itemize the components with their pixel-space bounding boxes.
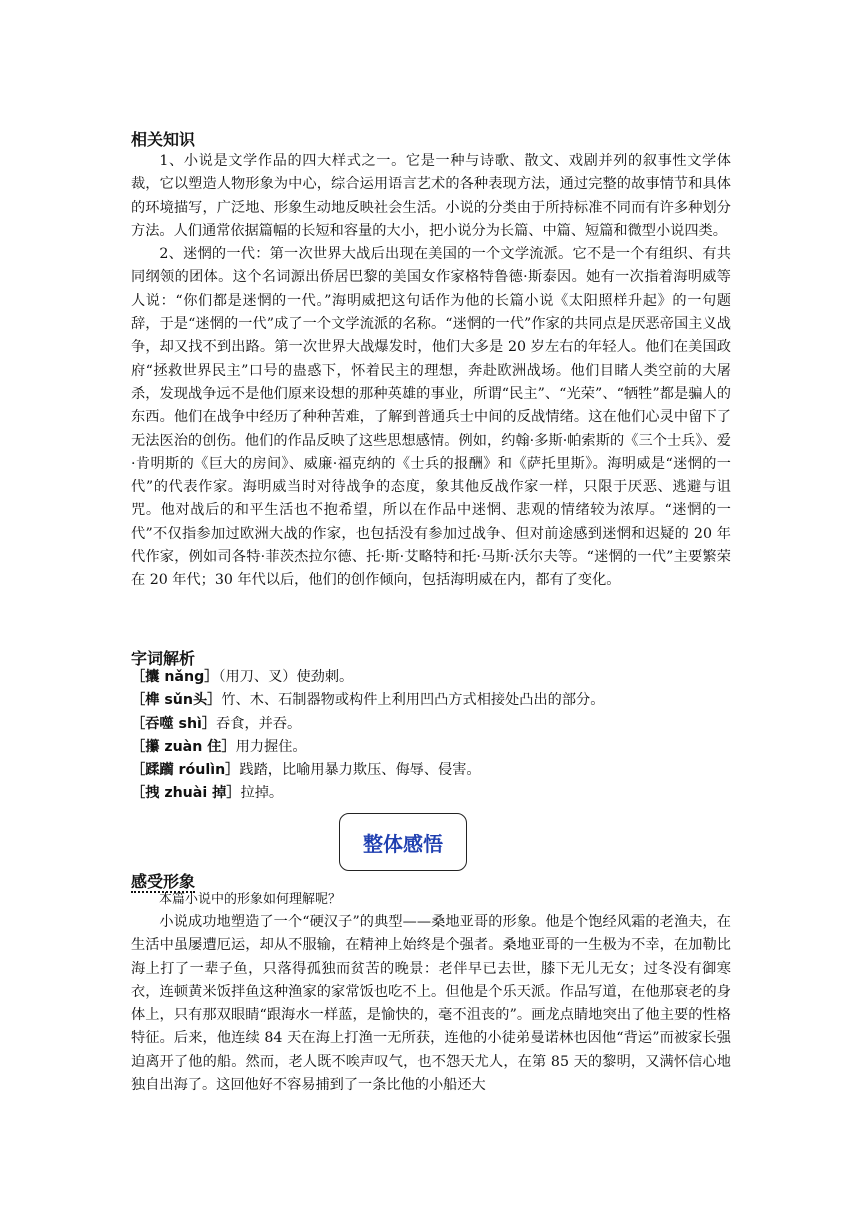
- feel-image-body: [131, 911, 731, 1097]
- vocabulary-term: ［吞噬 shì］: [131, 715, 217, 732]
- paragraph-santiago: 小说成功地塑造了一个“硬汉子”的典型——桑地亚哥的形象。他是个饱经风霜的老渔夫，在生活中虽屡遭厄运，却从不服输，在精神上始终是个强者。桑地亚哥的一生极为不幸，在加勒比海上打了一辈子鱼，只落得孤独而贫苦的晚景：老伴早已去世，膝下无儿无女；过冬没有御寒衣，连顿黄米饭拌鱼这种渔家的家常饭也吃不上。但他是个乐天派。作品写道，在他那衰老的身体上，只有那双眼睛“跟海水一样蓝，是愉快的，毫不沮丧的”。画龙点睛地突出了他主要的性格特征。后来，他连续 84 天在海上打渔一无所获，连他的小徒弟曼诺林也因他“背运”而被家长强迫离开了他的船。然而，老人既不唉声叹气，也不怨天尤人，在第 85 天的黎明，又满怀信心地独自出海了。这回他好不容易捕到了一条比他的小船还大: [131, 914, 731, 1094]
- section-box-overall-perception: [339, 813, 467, 871]
- vocabulary-item: [131, 759, 731, 782]
- vocabulary-term: ［榫 sǔn头］: [131, 692, 222, 709]
- guiding-question: 本篇小说中的形象如何理解呢？: [159, 892, 342, 907]
- vocabulary-item: [131, 782, 731, 805]
- vocabulary-term: ［攮 nǎng］: [131, 669, 219, 685]
- box-title: 整体感悟: [363, 831, 443, 856]
- vocabulary-term: ［蹂躏 róulìn］: [131, 762, 240, 779]
- vocabulary-definition: （用刀、叉）使劲刺。: [218, 669, 354, 685]
- vocabulary-definition: 吞食，并吞。: [216, 715, 302, 732]
- vocabulary-term: ［拽 zhuài 掉］: [131, 785, 241, 802]
- vocabulary-definition: 践踏，比喻用暴力欺压、侮辱、侵害。: [239, 762, 481, 779]
- vocabulary-item: [131, 689, 731, 712]
- paragraph-lost-generation: 2、迷惘的一代：第一次世界大战后出现在美国的一个文学流派。它不是一个有组织、有共同纲领的团体。这个名词源出侨居巴黎的美国女作家格特鲁德·斯泰因。她有一次指着海明威等人说：“你们都是迷惘的一代。”海明威把这句话作为他的长篇小说《太阳照样升起》的一句题辞，于是“迷惘的一代”成了一个文学流派的名称。“迷惘的一代”作家的共同点是厌恶帝国主义战争，却又找不到出路。第一次世界大战爆发时，他们大多是 20 岁左右的年轻人。他们在美国政府“拯救世界民主”口号的蛊惑下，怀着民主的理想，奔赴欧洲战场。他们目睹人类空前的大屠杀，发现战争远不是他们原来设想的那种英雄的事业，所谓“民主”、“光荣”、“牺牲”都是骗人的东西。他们在战争中经历了种种苦难，了解到普通兵士中间的反战情绪。这在他们心灵中留下了无法医治的创伤。他们的作品反映了这些思想感情。例如，约翰·多斯·帕索斯的《三个士兵》、爱·肯明斯的《巨大的房间》、威廉·福克纳的《士兵的报酬》和《萨托里斯》。海明威是“迷惘的一代”的代表作家。海明威当时对待战争的态度，象其他反战作家一样，只限于厌恶、逃避与诅咒。他对战后的和平生活也不抱希望，所以在作品中迷惘、悲观的情绪较为浓厚。“迷惘的一代”不仅指参加过欧洲大战的作家，也包括没有参加过战争、但对前途感到迷惘和迟疑的 20 年代作家，例如司各特·菲茨杰拉尔德、托·斯·艾略特和托·马斯·沃尔夫等。“迷惘的一代”主要繁荣在 20 年代；30 年代以后，他们的创作倾向，包括海明威在内，都有了变化。: [131, 246, 731, 589]
- vocabulary-definition: 拉掉。: [240, 785, 284, 802]
- section-title-feel-image: [131, 872, 195, 892]
- vocabulary-list: [131, 666, 731, 806]
- vocabulary-item: [131, 666, 731, 689]
- section-title-text: 感受形象: [131, 872, 196, 891]
- related-knowledge-body: [131, 150, 731, 593]
- vocabulary-definition: 用力握住。: [235, 738, 307, 755]
- vocabulary-definition: 竹、木、石制器物或构件上利用凹凸方式相接处凸出的部分。: [221, 692, 605, 709]
- section-title-word-analysis: 字词解析: [131, 649, 196, 668]
- vocabulary-item: [131, 713, 731, 736]
- vocabulary-term: ［攥 zuàn 住］: [131, 738, 236, 755]
- section-title-related-knowledge: 相关知识: [131, 130, 196, 149]
- vocabulary-item: [131, 736, 731, 759]
- paragraph-novel-definition: 1、小说是文学作品的四大样式之一。它是一种与诗歌、散文、戏剧并列的叙事性文学体裁，它以塑造人物形象为中心，综合运用语言艺术的各种表现方法，通过完整的故事情节和具体的环境描写，广泛地、形象生动地反映社会生活。小说的分类由于所持标准不同而有许多种划分方法。人们通常依据篇幅的长短和容量的大小，把小说分为长篇、中篇、短篇和微型小说四类。: [131, 153, 731, 239]
